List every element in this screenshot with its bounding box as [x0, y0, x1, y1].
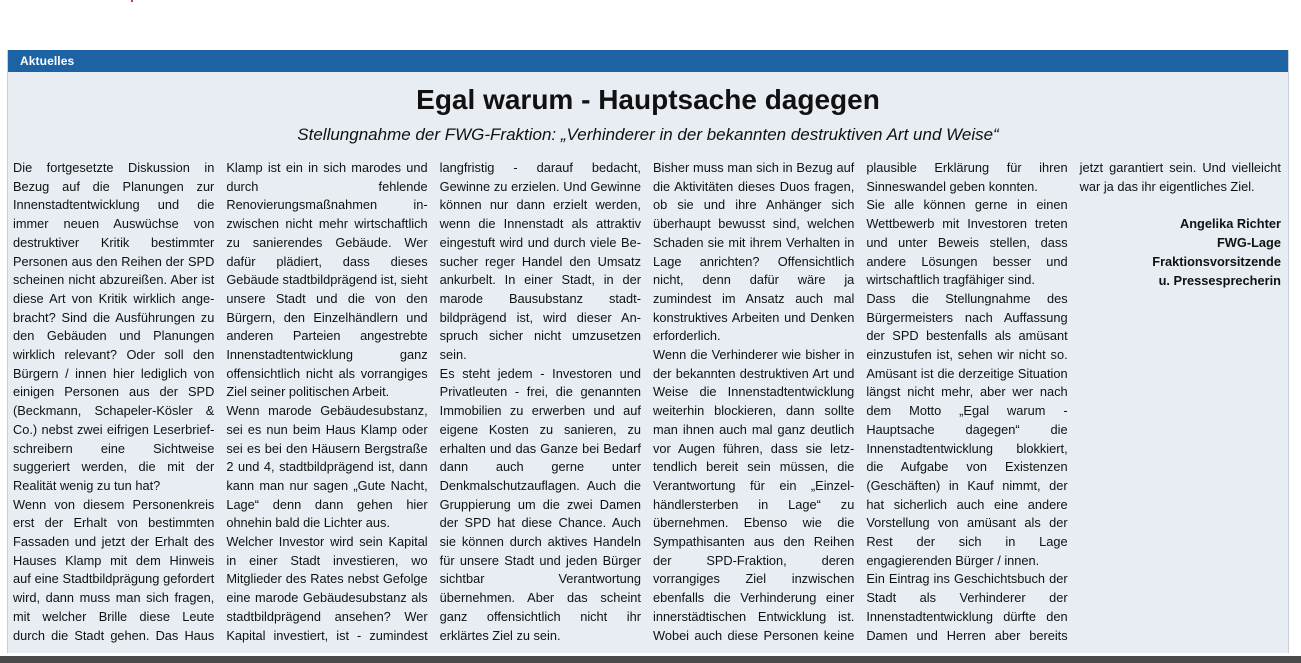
- author-role: Fraktionsvorsitzende: [1152, 253, 1281, 269]
- paragraph: Die fortgesetzte Diskussion in Bezug auf die Planungen zur Innenstadtentwicklung und die immer neuen Auswüchse von destruktiver Kritik bestimmter Personen aus den Reihen der SPD scheinen nicht abzureißen. Aber ist diese Art von Kritik wirklich angebracht? Sind die Ausführungen zu den Gebäuden und Planungen wirklich relevant? Oder soll den Bürgern / innen hier lediglich von einigen Personen aus der SPD (Beckmann, Schapeler-Kösler & Co.) nebst zwei eifrigen Leserbriefschreibern eine Sichtweise suggeriert werden, die mit der Realität wenig zu tun hat?: [13, 160, 215, 493]
- paragraph: Dass die Stellungnahme des Bürgermeisters nach Auffassung der SPD bestenfalls als amüsant einzustufen ist, sehen wir nicht so. Amüsant ist die derzeitige Situation längst nicht mehr, aber wer nach dem Motto „Egal warum - Hauptsache dagegen“ die Innenstadtentwicklung blokkiert, die Aufgabe von Existenzen (Geschäften) in Kauf nimmt, der hat sicherlich auch eine andere Vorstellung von amüsant als der Rest der sich in Lage engagierenden Bürger / innen.: [866, 290, 1068, 568]
- author-name: Angelika Richter: [1179, 216, 1281, 232]
- paragraph: Sie alle können gerne in einen Wettbewerb mit Investoren treten und unter Beweis stellen, dass andere Lösungen besser und wirtschaftlich tragfähiger sind.: [866, 197, 1068, 288]
- paragraph: Ein Eintrag ins Geschichtsbuch der Stadt als Verhinderer der Innenstadtentwicklung dürfte den Damen und Herren aber bereits jetzt garantiert sein. Und vielleicht war ja das ihr eigentliches Ziel.: [866, 160, 1281, 643]
- article-body: [13, 159, 1281, 653]
- paragraph: Wenn die Verhinderer wie bisher in der bekannten destruktiven Art und Weise die Innenstadtentwicklung weiterhin blockieren, dann sollte man ihnen auch mal ganz deutlich vor Augen führen, dass sie letztendlich bereit sein müssen, die Verantwortung für ein „Einzelhändlersterben in Lage“ zu übernehmen. Ebenso wie die Sympathisanten aus den Reihen der SPD-Fraktion, deren vorrangiges Ziel inzwischen ebenfalls die Verhinderung einer innerstädtischen Entwicklung ist. Wobei auch diese Personen keine plausible Erklärung für ihren Sinneswandel geben konnten.: [652, 160, 1068, 643]
- author-organization: FWG-Lage: [1216, 235, 1281, 251]
- article-headline: Egal warum - Hauptsache dagegen: [416, 84, 880, 115]
- author-role-secondary: u. Pressesprecherin: [1158, 272, 1281, 288]
- red-dot-mark: [131, 0, 133, 2]
- paragraph: Bisher muss man sich in Bezug auf die Aktivitäten dieses Duos fragen, ob sie und ihre Anhänger sich überhaupt bewusst sind, welchen Schaden sie mit ihrem Verhalten in Lage anrichten? Offensichtlich nicht, denn dafür wäre ja zumindest im Ansatz auch mal konstruktives Arbeiten und Denken erforderlich.: [652, 160, 855, 344]
- paragraph: Wenn von diesem Personenkreis erst der Erhalt von bestimmten Fassaden und jetzt der Erhalt des Hauses Klamp mit dem Hinweis auf eine Stadtbildprägung gefordert wird, dann muss man sich fragen, mit welcher Brille diese Leute durch die Stadt gehen. Das Haus Klamp ist ein in sich marodes und durch fehlende Renovierungsmaßnahmen inzwischen nicht mehr wirtschaftlich zu sanierendes Gebäude. Wer dafür plädiert, dass dieses Gebäude stadtbildprägend ist, sieht unsere Stadt und die von den Bürgern, den Einzelhändlern und anderen Parteien angestrebte Innenstadtentwicklung ganz offensichtlich nicht als vorrangiges Ziel seiner politischen Arbeit.: [13, 160, 428, 643]
- bottom-bar: [0, 656, 1301, 663]
- paragraph: Welcher Investor wird sein Kapital in einer Stadt investieren, wo Mitglieder des Rates nebst Gefolge eine marode Gebäudesubstanz als stadtbildprägend ansehen? Wer Kapital investiert, ist - zumindest langfristig - darauf bedacht, Gewinne zu erzielen. Und Gewinne können nur dann erzielt werden, wenn die Innenstadt als attraktiv eingestuft wird und durch viele Besucher reger Handel den Umsatz ankurbelt. In einer Stadt, in der marode Bausubstanz stadtbildprägend ist, wird dieser Anspruch sicher nicht umzusetzen sein.: [226, 160, 641, 643]
- newspaper-article: [7, 50, 1289, 653]
- paragraph: Es steht jedem - Investoren und Privatleuten - frei, die genannten Immobilien zu erwerben und auf eigene Kosten zu sanieren, zu erhalten und das Ganze bei Bedarf dann auch gerne unter Denkmalschutzauflagen. Auch die Gruppierung um die zwei Damen der SPD hat diese Chance. Auch sie können durch aktives Handeln für unsere Stadt und jeden Bürger sichtbar Verantwortung übernehmen. Aber das scheint ganz offensichtlich nicht ihr erklärtes Ziel zu sein.: [439, 365, 641, 643]
- section-header: Aktuelles: [8, 50, 1288, 72]
- article-subheadline: Stellungnahme der FWG-Fraktion: „Verhinderer in der bekannten destruktiven Art und Weise“: [297, 125, 999, 144]
- paragraph: Wenn marode Gebäudesubstanz, sei es nun beim Haus Klamp oder sei es bei den Häusern Bergstraße 2 und 4, stadtbildprägend ist, dann kann man nur sagen „Gute Nacht, Lage“ denn dann gehen hier ohnehin bald die Lichter aus.: [226, 403, 428, 531]
- author-signature: [1080, 215, 1281, 290]
